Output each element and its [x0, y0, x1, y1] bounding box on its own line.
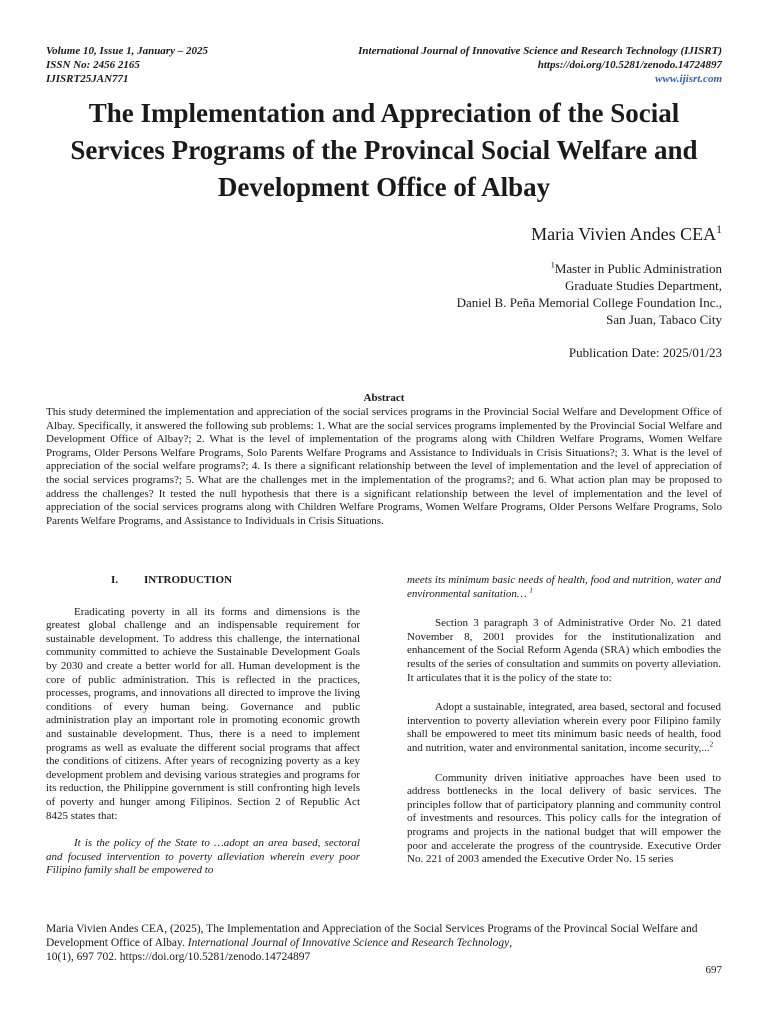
affiliation-mark: 1 — [550, 259, 555, 270]
quote-continued-text: meets its minimum basic needs of health, food and nutrition, water and environmental sanitation… — [407, 574, 721, 600]
author-name — [531, 224, 722, 245]
affiliation-line-3: Daniel B. Peña Memorial College Foundation Inc., — [456, 295, 722, 310]
citation-volume-pages[interactable]: 10(1), 697 702. https://doi.org/10.5281/zenodo.14724897 — [46, 951, 311, 963]
volume-line: Volume 10, Issue 1, January – 2025 — [46, 45, 208, 57]
ra8425-quote: It is the policy of the State to …adopt an area based, sectoral and focused intervention to poverty alleviation wherein every poor Filipino family shall be empowered to — [46, 837, 360, 877]
issn-line: ISSN No: 2456 2165 — [46, 59, 140, 71]
footnote-mark-1: 1 — [529, 585, 533, 594]
citation-start: Maria Vivien Andes CEA, (2025), The Implementation and Appreciation of the Social Services Programs of the Provincal Social Welfare and Development Office of Albay. — [46, 923, 698, 949]
section-heading — [46, 574, 360, 588]
section-number: I. — [110, 574, 118, 586]
section-title: INTRODUCTION — [144, 574, 233, 586]
abstract-heading: Abstract — [363, 392, 405, 404]
publication-date: Publication Date: 2025/01/23 — [568, 345, 722, 360]
affiliation-line-4: San Juan, Tabaco City — [606, 312, 722, 327]
left-column — [46, 574, 360, 878]
citation-comma: , — [509, 937, 513, 949]
ao21-quote-text: Adopt a sustainable, integrated, area based, sectoral and focused intervention to poverty alleviation wherein every poor Filipino family shall be empowered to meet tits minimum basic needs of health, food and nutrition, water and environmental sanitation, income security,... — [407, 701, 721, 754]
citation-journal: International Journal of Innovative Science and Research Technology — [187, 937, 510, 949]
paper-id-line: IJISRT25JAN771 — [46, 73, 129, 85]
author-affiliation-mark: 1 — [716, 223, 722, 236]
footnote-mark-2: 2 — [709, 740, 714, 749]
paper-title: The Implementation and Appreciation of the Social Services Programs of the Provincal Social Welfare and Development Office of Albay — [70, 98, 698, 202]
right-paragraph-3: Community driven initiative approaches have been used to address bottlenecks in the local delivery of basic services. The principles follow that of participatory planning and community control of investments and resources. This policy calls for the integration of programs and projects in the national budget that will empower the poor and accelerate the progress of the countryside. Executive Order No. 221 of 2003 amended the Executive Order No. 15 series — [407, 771, 721, 866]
page-number: 697 — [705, 964, 722, 976]
ao21-quote — [407, 701, 721, 755]
author-name-text: Maria Vivien Andes CEA — [531, 224, 717, 244]
header-right — [358, 44, 722, 86]
right-paragraph-1: Section 3 paragraph 3 of Administrative Order No. 21 dated November 8, 2001 provides for the institutionalization and enhancement of the Social Reform Agenda (SRA) which embodies the results of the series of consultation and summits on poverty alleviation. It articulates that it is the policy of the state to: — [407, 617, 721, 684]
right-column — [407, 574, 721, 867]
citation-footer — [46, 922, 722, 964]
journal-name: International Journal of Innovative Science and Research Technology (IJISRT) — [358, 45, 722, 57]
ra8425-quote-continued — [407, 574, 721, 601]
intro-paragraph-1: Eradicating poverty in all its forms and dimensions is the greatest global challenge and an indispensable requirement for sustainable development. To address this challenge, the international community committed to achieve the Sustainable Development Goals by 2030 and create a better world for all. Human development is the core of public administration. This is reflected in the practices, processes, programs, and innovations all directed to improve the living conditions of every human being. Governance and public administration play an important role in promoting economic growth and sustainable development. Thus, there is a need to implement programs as well as evaluate the different social programs that affect the conditions of citizens. After years of recognizing poverty as a key development problem and devising various strategies and programs for its reduction, the Philippine government is still confronting high levels of poverty and hunger among Filipinos. Section 2 of Republic Act 8425 states that: — [46, 605, 360, 822]
affiliation-line-2: Graduate Studies Department, — [564, 278, 722, 293]
affiliation-block — [457, 260, 722, 328]
affiliation-degree: Master in Public Administration — [554, 261, 722, 276]
abstract-text: This study determined the implementation and appreciation of the social services programs in the Provincial Social Welfare and Development Office of Albay. Specifically, it answered the following sub problems: 1. What are the social services programs implemented by the Provincial Social Welfare and Development Office of Albay?; 2. What is the level of implementation of the programs along with Children Welfare Programs, Women Welfare Programs, Older Persons Welfare Programs, Solo Parents Welfare Programs and Assistance to Individuals in Crisis Situations?; 3. What is the level of appreciation of the social welfare programs?; 4. Is there a significant relationship between the level of implementation and the level of appreciation of the social services programs?; 5. What are the challenges met in the implementation of the programs?; and 6. What action plan may be proposed to address the challenges? It tested the null hypothesis that there is a significant relationship between the level of implementation and the level of appreciation of the social services programs along with Children Welfare Programs, Women Welfare Programs, Older Persons Welfare Programs, Solo Parents Welfare Programs, and Assistance to Individuals in Crisis Situations. — [46, 406, 722, 527]
header-left — [46, 44, 208, 86]
doi-link[interactable]: https://doi.org/10.5281/zenodo.14724897 — [537, 59, 722, 71]
website-link[interactable]: www.ijisrt.com — [655, 73, 722, 85]
affiliation-line-1 — [457, 260, 722, 277]
